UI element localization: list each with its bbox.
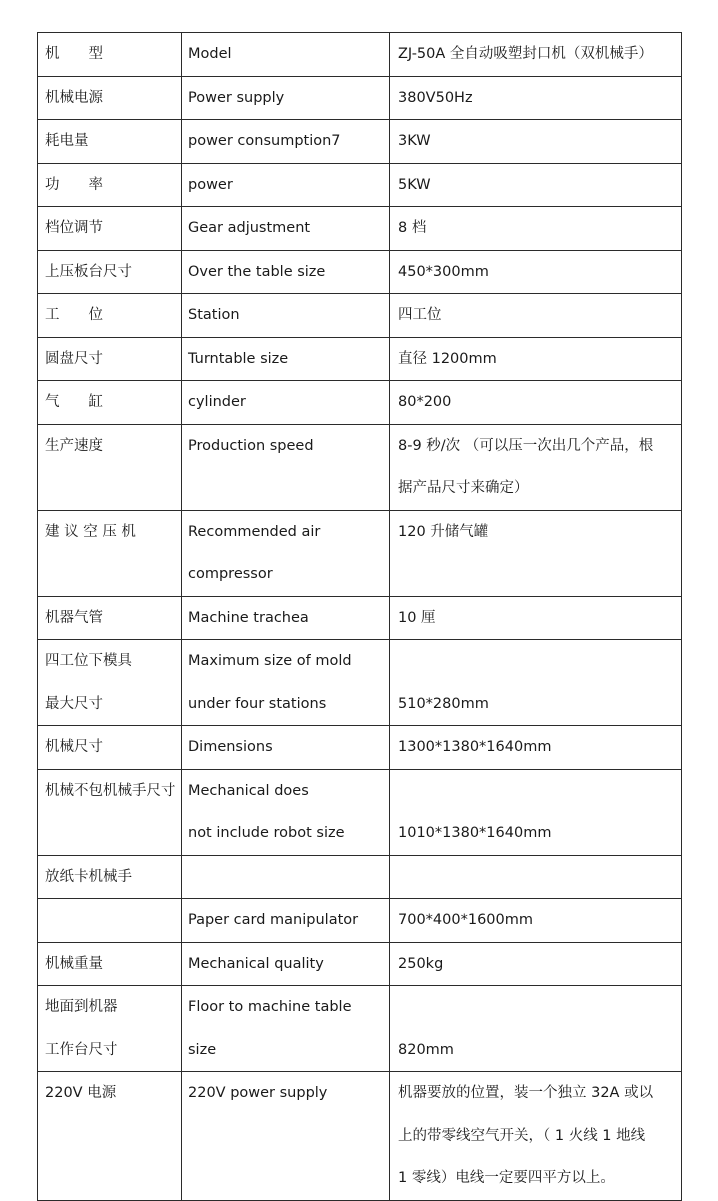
spec-label-en: Over the table size	[188, 263, 326, 280]
spec-label-en: Paper card manipulator	[188, 912, 359, 928]
spec-label-cn: 气 缸	[45, 394, 103, 410]
spec-value: 1010*1380*1640mm	[398, 825, 552, 841]
spec-label-en: not include robot size	[188, 825, 345, 841]
spec-value: 80*200	[398, 394, 452, 410]
spec-label-cn: 工 位	[45, 307, 103, 323]
spec-value: 机器要放的位置，装一个独立 32A 或以	[398, 1085, 654, 1101]
spec-label-en-cell	[182, 942, 390, 986]
table-row	[38, 596, 682, 640]
spec-value-cell	[390, 337, 682, 381]
spec-label-en: Station	[188, 307, 240, 323]
spec-label-cn: 工作台尺寸	[45, 1041, 118, 1058]
spec-value-cell	[390, 163, 682, 207]
spec-value-cell	[390, 381, 682, 425]
spec-label-en-cell	[182, 250, 390, 294]
spec-value	[398, 856, 673, 899]
spec-value-cell	[390, 120, 682, 164]
spec-label-en: Maximum size of mold	[188, 653, 352, 669]
spec-label-cn: 圆盘尺寸	[45, 350, 103, 367]
table-row	[38, 120, 682, 164]
spec-label-en: Machine trachea	[188, 609, 309, 626]
spec-value: 上的带零线空气开关，（ 1 火线 1 地线	[398, 1127, 646, 1144]
spec-value: ZJ-50A 全自动吸塑封口机（双机械手）	[398, 46, 653, 62]
spec-value-cell	[390, 769, 682, 855]
spec-label-cn-cell	[38, 163, 182, 207]
table-row	[38, 424, 682, 510]
table-row	[38, 640, 682, 726]
spec-label-cn: 建 议 空 压 机	[45, 523, 136, 540]
spec-value: 820mm	[398, 1041, 454, 1058]
spec-value-cell	[390, 596, 682, 640]
spec-value	[398, 986, 673, 1029]
spec-label-cn-cell	[38, 596, 182, 640]
table-row	[38, 294, 682, 338]
spec-value: 1300*1380*1640mm	[398, 739, 552, 755]
spec-value: 8 档	[398, 220, 427, 236]
spec-label-en-cell	[182, 163, 390, 207]
spec-label-cn: 机械重量	[45, 955, 103, 972]
spec-label-en: power consumption7	[188, 133, 341, 149]
spec-label-cn-cell	[38, 986, 182, 1072]
spec-label-cn-cell	[38, 510, 182, 596]
table-row	[38, 76, 682, 120]
spec-value-cell	[390, 33, 682, 77]
table-row	[38, 855, 682, 899]
spec-value-cell	[390, 855, 682, 899]
spec-value	[398, 640, 673, 683]
spec-value: 380V50Hz	[398, 89, 473, 106]
table-row	[38, 250, 682, 294]
spec-label-en-cell	[182, 120, 390, 164]
spec-label-en-cell	[182, 596, 390, 640]
spec-label-en-cell	[182, 33, 390, 77]
spec-label-cn-cell	[38, 381, 182, 425]
spec-label-en: Model	[188, 46, 232, 62]
spec-label-en-cell	[182, 640, 390, 726]
spec-value: 250kg	[398, 955, 444, 972]
spec-label-cn-cell	[38, 294, 182, 338]
spec-value-cell	[390, 899, 682, 943]
spec-label-cn: 放纸卡机械手	[45, 868, 132, 885]
spec-label-en: Mechanical quality	[188, 955, 324, 972]
table-row	[38, 510, 682, 596]
spec-label-en-cell	[182, 424, 390, 510]
spec-label-cn: 机械不包机械手尺寸	[45, 782, 176, 799]
table-row	[38, 726, 682, 770]
spec-label-en: power	[188, 176, 233, 193]
spec-value: 10 厘	[398, 609, 436, 626]
spec-label-cn-cell	[38, 337, 182, 381]
spec-label-en-cell	[182, 381, 390, 425]
spec-label-cn-cell	[38, 942, 182, 986]
spec-label-cn: 上压板台尺寸	[45, 263, 132, 280]
spec-label-cn-cell	[38, 250, 182, 294]
spec-label-cn-cell	[38, 899, 182, 943]
spec-label-en	[188, 856, 389, 899]
spec-label-en: under four stations	[188, 695, 327, 712]
table-row	[38, 337, 682, 381]
spec-value: 5KW	[398, 176, 431, 193]
spec-value: 直径 1200mm	[398, 350, 497, 367]
spec-label-cn: 四工位下模具	[45, 653, 132, 669]
table-row	[38, 381, 682, 425]
spec-value	[398, 770, 673, 813]
spec-value-cell	[390, 207, 682, 251]
spec-value: 120 升储气罐	[398, 523, 489, 540]
spec-value-cell	[390, 1072, 682, 1201]
spec-label-cn	[45, 899, 173, 942]
spec-value-cell	[390, 424, 682, 510]
spec-label-en: Recommended air	[188, 523, 321, 540]
spec-label-en-cell	[182, 899, 390, 943]
spec-label-cn: 最大尺寸	[45, 695, 103, 712]
table-row	[38, 986, 682, 1072]
spec-label-en: size	[188, 1041, 217, 1058]
spec-label-en-cell	[182, 207, 390, 251]
spec-label-en: Turntable size	[188, 350, 289, 367]
spec-label-en: Gear adjustment	[188, 220, 311, 236]
spec-label-cn-cell	[38, 640, 182, 726]
spec-label-en: Floor to machine table	[188, 999, 352, 1015]
spec-value-cell	[390, 942, 682, 986]
spec-value-cell	[390, 986, 682, 1072]
spec-value-cell	[390, 726, 682, 770]
table-row	[38, 899, 682, 943]
spec-label-en: Dimensions	[188, 739, 273, 755]
spec-label-en-cell	[182, 1072, 390, 1201]
spec-value-cell	[390, 76, 682, 120]
spec-label-en-cell	[182, 337, 390, 381]
spec-label-cn: 耗电量	[45, 133, 89, 149]
spec-label-en-cell	[182, 769, 390, 855]
spec-label-cn: 机器气管	[45, 609, 103, 626]
spec-value: 1 零线）电线一定要四平方以上。	[398, 1170, 615, 1186]
spec-label-cn-cell	[38, 207, 182, 251]
spec-label-cn: 机械电源	[45, 89, 103, 106]
spec-label-en-cell	[182, 76, 390, 120]
spec-label-en-cell	[182, 294, 390, 338]
spec-label-en: 220V power supply	[188, 1085, 328, 1101]
spec-label-en: compressor	[188, 566, 273, 582]
spec-value-cell	[390, 294, 682, 338]
spec-value: 700*400*1600mm	[398, 912, 534, 928]
table-row	[38, 207, 682, 251]
spec-label-en-cell	[182, 986, 390, 1072]
table-row	[38, 769, 682, 855]
spec-value: 8-9 秒/次 （可以压一次出几个产品，根	[398, 437, 654, 454]
spec-value: 3KW	[398, 133, 431, 149]
spec-label-en: Mechanical does	[188, 782, 309, 799]
spec-value-cell	[390, 510, 682, 596]
table-row	[38, 942, 682, 986]
spec-value-cell	[390, 640, 682, 726]
spec-label-cn: 档位调节	[45, 220, 103, 236]
spec-label-cn-cell	[38, 76, 182, 120]
spec-value: 450*300mm	[398, 263, 489, 280]
spec-label-cn: 机 型	[45, 46, 103, 62]
table-row	[38, 1072, 682, 1201]
spec-label-cn: 生产速度	[45, 437, 103, 454]
spec-label-cn-cell	[38, 1072, 182, 1201]
spec-label-cn-cell	[38, 769, 182, 855]
spec-value: 510*280mm	[398, 695, 489, 712]
table-row	[38, 163, 682, 207]
spec-label-cn: 机械尺寸	[45, 739, 103, 755]
table-row	[38, 33, 682, 77]
spec-label-cn-cell	[38, 120, 182, 164]
spec-value: 四工位	[398, 307, 442, 323]
spec-label-en: Production speed	[188, 437, 314, 454]
spec-label-cn: 功 率	[45, 176, 103, 193]
spec-value-cell	[390, 250, 682, 294]
spec-label-en-cell	[182, 510, 390, 596]
spec-label-cn-cell	[38, 855, 182, 899]
spec-label-cn: 220V 电源	[45, 1085, 117, 1101]
spec-value: 据产品尺寸来确定）	[398, 480, 529, 496]
spec-label-en: cylinder	[188, 394, 246, 410]
spec-table-body	[38, 33, 682, 1201]
spec-table	[37, 32, 682, 1201]
spec-label-cn: 地面到机器	[45, 999, 118, 1015]
spec-label-en: Power supply	[188, 89, 285, 106]
spec-label-cn-cell	[38, 33, 182, 77]
spec-label-cn-cell	[38, 424, 182, 510]
spec-label-cn-cell	[38, 726, 182, 770]
spec-label-en-cell	[182, 855, 390, 899]
spec-label-en-cell	[182, 726, 390, 770]
